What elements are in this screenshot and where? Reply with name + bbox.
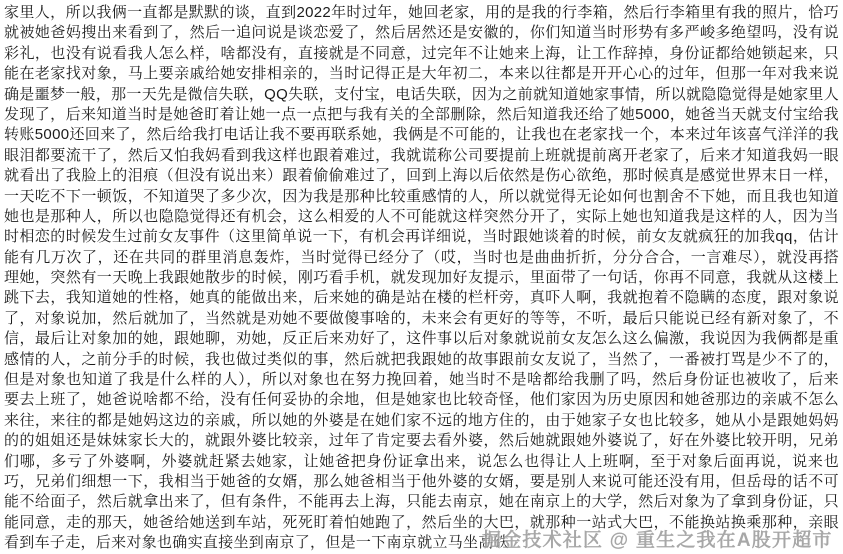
text-line: 就被她爸妈搜出来看到了，然后一追问说是谈恋爱了，然后居然还是安徽的，你们知道当时形势有多严峻多绝望吗，没有说 — [4, 24, 839, 42]
text-line: 能同意，走的那天，她爸给她送到车站，死死盯着怕她跑了，然后坐的大巴，就那种一站式大巴，不能换站换乘那种，亲眼 — [4, 513, 839, 531]
text-line: 们哪，多亏了外婆啊，外婆就赶紧去她家，让她爸把身份证拿出来，说怎么也得让人上班啊，至于对象后面再说，说来也 — [4, 452, 839, 470]
text-line: 但是对象也知道了我是什么样的人），所以对象也在努力挽回着，她当时不是啥都给我删了吗，然后身份证也被收了，后来 — [4, 371, 839, 389]
text-line: 家里人，所以我俩一直都是默默的谈，直到2022年时过年，她回老家，用的是我的行李箱，然后行李箱里有我的照片，恰巧 — [4, 4, 839, 21]
text-line: 转账5000还回来了，然后给我打电话让我不要再联系她，我俩是不可能的，让我也在老家找一个，本来过年该喜气洋洋的我 — [4, 126, 839, 144]
text-line: 能在老家找对象，马上要亲戚给她安排相亲的，当时记得正是大年初二，本来以往都是开开心心的过年，但那一年对我来说 — [4, 65, 839, 83]
text-line: 彩礼，也没有说看我人怎么样，啥都没有，直接就是不同意，过完年不让她来上海，让工作辞掉，身份证都给她锁起来，只 — [4, 44, 839, 62]
text-line: 能有几万次了，还在共同的群里消息轰炸，当时觉得已经分了（哎，当时也是曲曲折折，分分合合，一言难尽），就没再搭 — [4, 248, 839, 266]
text-line: 时相恋的时候发生过前女友事件（这里简单说一下，有机会再详细说，当时跟她谈着的时候，前女友就疯狂的加我qq，估计 — [4, 228, 839, 246]
text-line: 能不给面子，然后就拿出来了，但有条件，不能再去上海，只能去南京，她在南京上的大学，然后对象为了拿到身份证，只 — [4, 493, 839, 511]
text-line: 要去上班了，她爸说啥都不给，没有任何妥协的余地，但是她家也比较奇怪，他们家因为历史原因和她爸那边的亲戚不怎么 — [4, 391, 839, 409]
text-line: 感情的人，之前分手的时候，我也做过类似的事，然后就把我跟她的故事跟前女友说了，当然了，一番被打骂是少不了的， — [4, 350, 839, 368]
community-watermark: 掘金技术社区 @ 重生之我在A股开超市 — [482, 530, 833, 551]
text-line: 眼泪都要流干了，然后又怕我妈看到我这样也跟着难过，我就谎称公司要提前上班就提前离开老家了，后来才知道我妈一眼 — [4, 146, 839, 164]
text-line: 就看出了我脸上的泪痕（但没有说出来）跟着偷偷难过了，回到上海以后依然是伤心欲绝，那时候真是感觉世界末日一样， — [4, 167, 839, 185]
text-line: 她也是那种人，所以也隐隐觉得还有机会，这么相爱的人不可能就这样突然分开了，实际上她也知道我是这样的人，因为当 — [4, 207, 839, 225]
text-line: 巧，兄弟们细想一下，我相当于她爸的女婿，那么她爸相当于他外婆的女婿，要是别人来说可能还没有用，但岳母的话不可 — [4, 472, 839, 490]
text-line: 信，最后让对象加的她，跟她聊，劝她，反正后来劝好了，这件事以后对象就说前女友怎么这么偏激，我说因为我俩都是重 — [4, 330, 839, 348]
text-line: 理她，突然有一天晚上我跟她散步的时候，刚巧看手机，就发现加好友提示，里面带了一句话，你再不同意，我就从这楼上 — [4, 269, 839, 287]
text-line: 的的姐姐还是妹妹家长大的，就跟外婆比较亲，过年了肯定要去看外婆，然后她就跟她外婆说了，好在外婆比较开明，兄弟 — [4, 432, 839, 450]
text-line-last: 看到车子走，后来对象也确实直接坐到南京了，但是一下南京就立马坐高铁 — [4, 534, 509, 552]
text-line: 了，对象说加，然后就加了，当然就是劝她不要做傻事啥的，未来会有更好的等等，不听，最后只能说已经有新对象了，不 — [4, 309, 839, 327]
text-line: 一天吃不下一顿饭，不知道哭了多少次，因为我是那种比较重感情的人，所以就觉得无论如何也割舍不下她，而且我也知道 — [4, 187, 839, 205]
text-line: 发现了，后来知道当时是她爸盯着让她一点一点把与我有关的全部删除，然后知道我还给了她5000，她爸当天就支付宝给我 — [4, 105, 839, 123]
text-line: 来往，来往的都是她妈这边的亲戚，所以她的外婆是在她们家不远的地方住的，由于她家子女也比较多，她从小是跟她妈妈 — [4, 411, 839, 429]
text-line: 确是噩梦一般，那一天先是微信失联，QQ失联，支付宝，电话失联，因为之前就知道她家事情，所以就隐隐觉得是她家里人 — [4, 85, 839, 103]
text-line: 跳下去，我知道她的性格，她真的能做出来，后来她的确是站在楼的栏杆旁，真吓人啊，我就抱着不隐瞒的态度，跟对象说 — [4, 289, 839, 307]
